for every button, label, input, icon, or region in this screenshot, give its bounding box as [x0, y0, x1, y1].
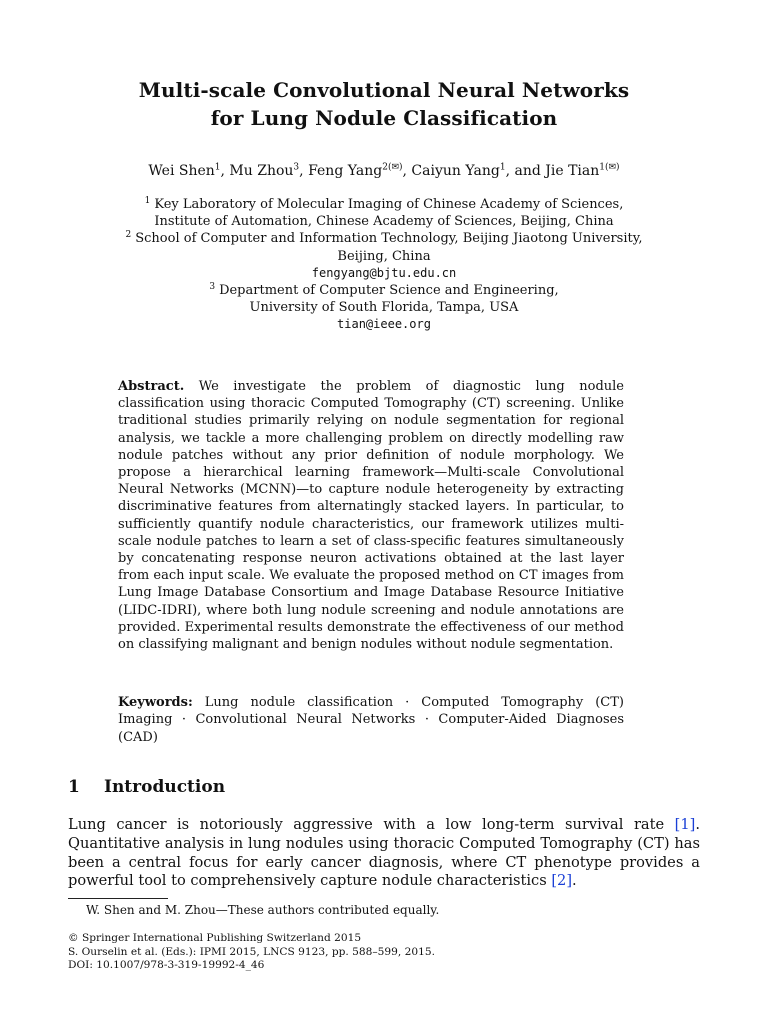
title-line-2: for Lung Nodule Classification: [210, 106, 558, 130]
keywords-text: Lung nodule classification · Computed Tomography (CT) Imaging · Convolutional Neural Networks · Computer-Aided Diagnoses (CAD): [118, 695, 625, 745]
author-affiliation-mark: 1: [214, 162, 221, 173]
intro-paragraph: Lung cancer is notoriously aggressive with a low long-term survival rate [1]. Quantitative analysis in lung nodules using thoracic Computed Tomography (CT) has been a central focus for early cancer diagnosis, where CT phenotype provides a powerful tool to comprehensively capture nodule characteristics [2].: [68, 816, 700, 890]
section-title: Introduction: [104, 777, 226, 797]
proceedings-line: S. Ourselin et al. (Eds.): IPMI 2015, LNCS 9123, pp. 588–599, 2015.: [68, 945, 435, 958]
author-name: Wei Shen: [148, 163, 215, 179]
author-list: Wei Shen$^1$, Mu Zhou$^3$, Feng Yang$^{2(✉)}$, Caiyun Yang$^1$, and Jie Tian$^{1(✉)}$: [148, 162, 620, 179]
author-name: Caiyun Yang: [411, 163, 500, 179]
email-link[interactable]: tian@ieee.org: [337, 317, 431, 332]
author-affiliation-mark: 2(✉): [382, 162, 403, 173]
footnote: W. Shen and M. Zhou—These authors contributed equally.: [86, 903, 440, 917]
abstract-label: Abstract.: [118, 379, 185, 394]
keywords: [118, 694, 624, 746]
author-affiliation-mark: 1: [499, 162, 506, 173]
affiliation-1: $^1$ Key Laboratory of Molecular Imaging of Chinese Academy of Sciences,: [144, 195, 624, 212]
email-link[interactable]: fengyang@bjtu.edu.cn: [311, 265, 457, 280]
author-name: Jie Tian: [545, 163, 600, 179]
author-affiliation-mark: 3: [293, 162, 300, 173]
author-affiliation-mark: 1(✉): [599, 162, 620, 173]
author-name: Mu Zhou: [229, 163, 294, 179]
citation-link[interactable]: [1]: [674, 816, 696, 833]
section-number: 1: [68, 777, 80, 797]
footnote-rule: [68, 898, 168, 899]
affiliation-3: $^3$ Department of Computer Science and Engineering,: [209, 281, 559, 299]
section-heading: [68, 776, 700, 798]
keywords-label: Keywords:: [118, 695, 193, 710]
author-name: Feng Yang: [308, 163, 383, 179]
paper-title: [0, 76, 768, 132]
title-line-1: Multi-scale Convolutional Neural Networks: [138, 78, 630, 102]
affiliation-mark: 3: [209, 281, 216, 292]
affiliation-mark: 2: [125, 230, 132, 241]
abstract: [118, 378, 624, 653]
affiliations: $^1$ Key Laboratory of Molecular Imaging of Chinese Academy of Sciences, Institute of Automation, Chinese Academy of Sciences, Beijing, China $^2$ School of Computer and Information Technology, Beijing Jiaotong University, Beijing, China fengyang@bjtu.edu.cn $^3$ Department of Computer Science and Engineering, University of South Florida, Tampa, USA tian@ieee.org: [80, 196, 688, 334]
affiliation-mark: 1: [144, 195, 151, 206]
affiliation-2: $^2$ School of Computer and Information Technology, Beijing Jiaotong University,: [125, 230, 643, 247]
copyright-line: © Springer International Publishing Switzerland 2015: [68, 932, 362, 944]
citation-link[interactable]: [2]: [551, 872, 573, 890]
abstract-text: We investigate the problem of diagnostic lung nodule classification using thoracic Computed Tomography (CT) screening. Unlike traditional studies primarily relying on nodule segmentation for regional analysis, we tackle a more challenging problem on directly modelling raw nodule patches without any prior definition of nodule morphology. We propose a hierarchical learning framework—Multi-scale Convolutional Neural Networks (MCNN)—to capture nodule heterogeneity by extracting discriminative features from alternatingly stacked layers. In particular, to sufficiently quantify nodule characteristics, our framework utilizes multi-scale nodule patches to learn a set of class-specific features simultaneously by concatenating response neuron activations obtained at the last layer from each input scale. We evaluate the proposed method on CT images from Lung Image Database Consortium and Image Database Resource Initiative (LIDC-IDRI), where both lung nodule screening and nodule annotations are provided. Experimental results demonstrate the effectiveness of our method on classifying malignant and benign nodules without nodule segmentation.: [118, 379, 624, 653]
publication-info: [68, 932, 700, 973]
doi-line: DOI: 10.1007/978-3-319-19992-4_46: [68, 959, 265, 971]
